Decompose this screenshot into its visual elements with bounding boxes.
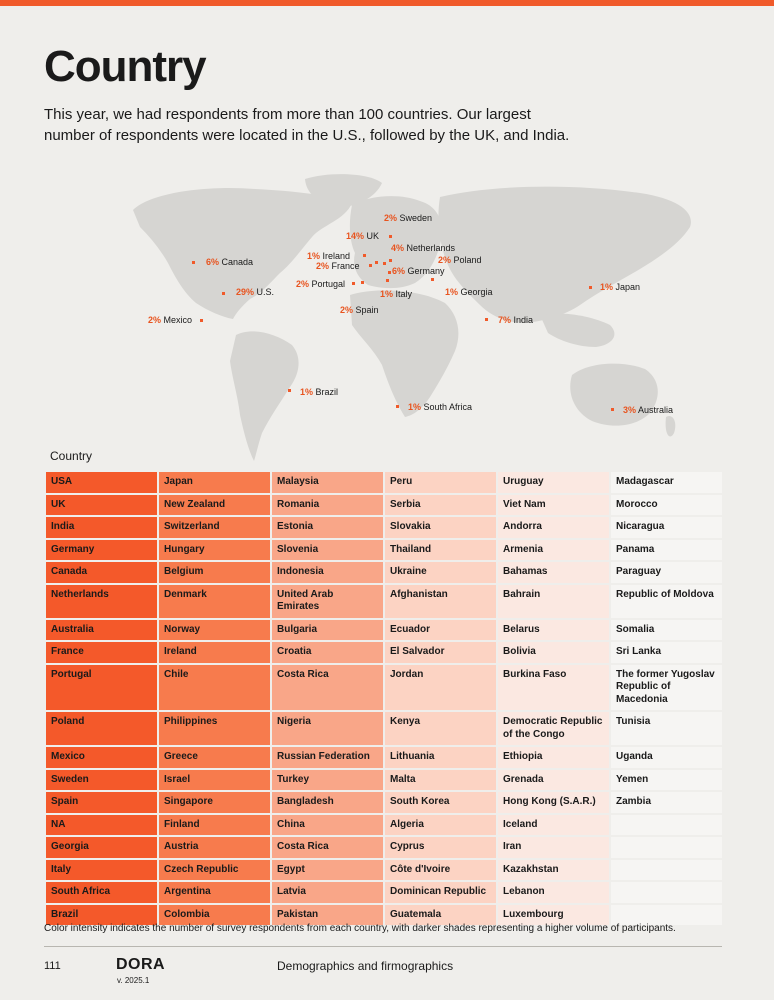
table-cell: Hong Kong (S.A.R.) <box>498 792 609 813</box>
table-cell: India <box>46 517 157 538</box>
table-cell: Bangladesh <box>272 792 383 813</box>
table-cell: The former Yugoslav Republic of Macedonia <box>611 665 722 711</box>
table-cell: South Africa <box>46 882 157 903</box>
table-cell: Grenada <box>498 770 609 791</box>
table-cell: Afghanistan <box>385 585 496 618</box>
table-cell: Czech Republic <box>159 860 270 881</box>
marker-dot <box>361 281 364 284</box>
map-label-georgia: 1% Georgia <box>445 287 493 297</box>
table-cell: Estonia <box>272 517 383 538</box>
marker-dot <box>288 389 291 392</box>
table-cell: Viet Nam <box>498 495 609 516</box>
marker-dot <box>200 319 203 322</box>
map-label-spain: 2% Spain <box>340 305 379 315</box>
table-cell: Philippines <box>159 712 270 745</box>
table-cell: El Salvador <box>385 642 496 663</box>
table-cell: Nicaragua <box>611 517 722 538</box>
marker-dot <box>386 279 389 282</box>
table-cell: Colombia <box>159 905 270 926</box>
table-cell: Dominican Republic <box>385 882 496 903</box>
table-caption: Country <box>50 449 93 463</box>
table-cell: Switzerland <box>159 517 270 538</box>
marker-dot <box>222 292 225 295</box>
table-cell: Russian Federation <box>272 747 383 768</box>
intro-paragraph: This year, we had respondents from more than 100 countries. Our largest number of respondents were located in the U.S., followed by the UK, and India. <box>44 106 570 144</box>
continent-south-america <box>230 331 299 461</box>
table-cell: Ireland <box>159 642 270 663</box>
map-label-netherlands: 4% Netherlands <box>391 243 456 253</box>
table-cell: Ethiopia <box>498 747 609 768</box>
table-cell: Germany <box>46 540 157 561</box>
table-cell: Slovenia <box>272 540 383 561</box>
map-label-uk: 14% UK <box>346 231 380 241</box>
marker-dot <box>389 235 392 238</box>
table-cell: Portugal <box>46 665 157 711</box>
map-label-mexico: 2% Mexico <box>148 315 193 325</box>
table-cell: Guatemala <box>385 905 496 926</box>
map-label-france: 2% France <box>316 261 360 271</box>
table-cell: Ecuador <box>385 620 496 641</box>
table-cell: Zambia <box>611 792 722 813</box>
table-cell: Sri Lanka <box>611 642 722 663</box>
page-number: 111 <box>44 960 61 972</box>
table-cell: Kazakhstan <box>498 860 609 881</box>
table-cell: Turkey <box>272 770 383 791</box>
table-cell: China <box>272 815 383 836</box>
table-cell: Andorra <box>498 517 609 538</box>
marker-dot <box>192 261 195 264</box>
map-label-brazil: 1% Brazil <box>300 387 339 397</box>
table-cell: Paraguay <box>611 562 722 583</box>
table-cell: Burkina Faso <box>498 665 609 711</box>
table-cell: France <box>46 642 157 663</box>
world-map <box>0 165 774 465</box>
table-cell: Cyprus <box>385 837 496 858</box>
marker-dot <box>431 278 434 281</box>
table-cell: Brazil <box>46 905 157 926</box>
version-label: v. 2025.1 <box>117 976 150 985</box>
table-cell: Sweden <box>46 770 157 791</box>
table-cell: Romania <box>272 495 383 516</box>
table-cell: Poland <box>46 712 157 745</box>
table-cell: Madagascar <box>611 472 722 493</box>
table-cell: Denmark <box>159 585 270 618</box>
table-cell: Armenia <box>498 540 609 561</box>
table-cell: Malaysia <box>272 472 383 493</box>
table-cell: Luxembourg <box>498 905 609 926</box>
marker-dot <box>375 261 378 264</box>
table-cell: NA <box>46 815 157 836</box>
table-cell: Georgia <box>46 837 157 858</box>
map-label-us: 29% U.S. <box>236 287 275 297</box>
continent-australia <box>570 364 658 426</box>
table-cell: New Zealand <box>159 495 270 516</box>
table-cell: Slovakia <box>385 517 496 538</box>
table-cell: Bahrain <box>498 585 609 618</box>
marker-dot <box>363 254 366 257</box>
table-cell: Spain <box>46 792 157 813</box>
marker-dot <box>485 318 488 321</box>
table-cell: Netherlands <box>46 585 157 618</box>
table-cell: Pakistan <box>272 905 383 926</box>
table-cell: Yemen <box>611 770 722 791</box>
table-cell: Austria <box>159 837 270 858</box>
table-cell: Belgium <box>159 562 270 583</box>
marker-dot <box>369 264 372 267</box>
marker-dot <box>611 408 614 411</box>
table-cell: Thailand <box>385 540 496 561</box>
table-cell: Democratic Republic of the Congo <box>498 712 609 745</box>
table-cell: USA <box>46 472 157 493</box>
table-cell: Egypt <box>272 860 383 881</box>
marker-dot <box>352 282 355 285</box>
table-cell: Argentina <box>159 882 270 903</box>
table-cell: Finland <box>159 815 270 836</box>
table-cell: UK <box>46 495 157 516</box>
world-map-svg <box>0 165 774 465</box>
table-cell: Côte d'Ivoire <box>385 860 496 881</box>
table-cell: Bolivia <box>498 642 609 663</box>
map-label-japan: 1% Japan <box>600 282 641 292</box>
map-label-india: 7% India <box>498 315 534 325</box>
table-cell: Lebanon <box>498 882 609 903</box>
table-cell: Australia <box>46 620 157 641</box>
map-label-australia: 3% Australia <box>623 405 674 415</box>
table-cell: Norway <box>159 620 270 641</box>
map-label-sweden: 2% Sweden <box>384 213 433 223</box>
table-cell: Lithuania <box>385 747 496 768</box>
section-name: Demographics and firmographics <box>277 959 454 973</box>
table-cell: United Arab Emirates <box>272 585 383 618</box>
map-label-canada: 6% Canada <box>206 257 254 267</box>
table-cell: Panama <box>611 540 722 561</box>
brand-logo: DORA <box>116 956 166 973</box>
country-table <box>46 472 723 925</box>
table-cell: Mexico <box>46 747 157 768</box>
table-cell: Ukraine <box>385 562 496 583</box>
marker-dot <box>396 405 399 408</box>
map-label-portugal: 2% Portugal <box>296 279 346 289</box>
table-cell: Algeria <box>385 815 496 836</box>
marker-dot <box>589 286 592 289</box>
table-cell: Uruguay <box>498 472 609 493</box>
table-cell: Croatia <box>272 642 383 663</box>
page-title: Country <box>44 42 206 91</box>
table-cell: Peru <box>385 472 496 493</box>
table-cell: Costa Rica <box>272 837 383 858</box>
table-cell: Iran <box>498 837 609 858</box>
continent-southeast-asia <box>540 313 614 347</box>
table-cell: Iceland <box>498 815 609 836</box>
map-label-ireland: 1% Ireland <box>307 251 351 261</box>
table-cell: Jordan <box>385 665 496 711</box>
map-label-south-africa: 1% South Africa <box>408 402 473 412</box>
table-cell <box>611 882 722 903</box>
table-cell: Republic of Moldova <box>611 585 722 618</box>
map-label-poland: 2% Poland <box>438 255 482 265</box>
table-cell: Chile <box>159 665 270 711</box>
marker-dot <box>388 271 391 274</box>
top-accent-bar <box>0 0 774 6</box>
map-label-italy: 1% Italy <box>380 289 413 299</box>
continent-new-zealand <box>666 416 676 437</box>
table-cell: Italy <box>46 860 157 881</box>
table-cell: Greece <box>159 747 270 768</box>
table-cell: Latvia <box>272 882 383 903</box>
table-cell: Costa Rica <box>272 665 383 711</box>
table-cell: Nigeria <box>272 712 383 745</box>
table-cell: Tunisia <box>611 712 722 745</box>
table-cell: Somalia <box>611 620 722 641</box>
table-cell: Japan <box>159 472 270 493</box>
table-cell: South Korea <box>385 792 496 813</box>
table-cell: Canada <box>46 562 157 583</box>
table-cell: Kenya <box>385 712 496 745</box>
table-cell <box>611 860 722 881</box>
table-cell: Morocco <box>611 495 722 516</box>
table-cell: Malta <box>385 770 496 791</box>
table-cell: Bulgaria <box>272 620 383 641</box>
table-cell <box>611 837 722 858</box>
map-label-germany: 6% Germany <box>392 266 445 276</box>
footer-divider <box>44 946 722 947</box>
table-cell <box>611 815 722 836</box>
table-cell: Serbia <box>385 495 496 516</box>
footnote: Color intensity indicates the number of survey respondents from each country, with darker shades representing a higher volume of participants. <box>44 923 676 934</box>
table-cell <box>611 905 722 926</box>
marker-dot <box>389 259 392 262</box>
table-cell: Hungary <box>159 540 270 561</box>
table-cell: Israel <box>159 770 270 791</box>
table-cell: Uganda <box>611 747 722 768</box>
table-cell: Bahamas <box>498 562 609 583</box>
table-cell: Indonesia <box>272 562 383 583</box>
table-cell: Singapore <box>159 792 270 813</box>
marker-dot <box>383 262 386 265</box>
table-cell: Belarus <box>498 620 609 641</box>
